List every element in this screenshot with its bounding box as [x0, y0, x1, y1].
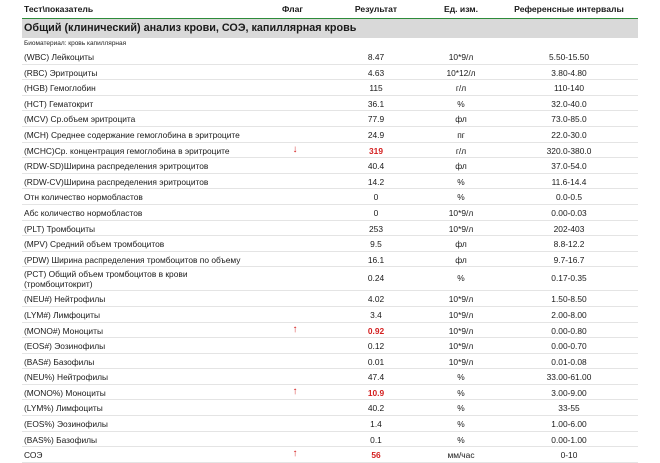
- result-value: 0.01: [367, 356, 385, 367]
- table-row: [22, 447, 638, 463]
- unit: %: [457, 434, 465, 445]
- result-value: 1.4: [370, 419, 382, 430]
- unit: %: [457, 387, 465, 398]
- reference-range: 0.00-0.03: [551, 207, 587, 218]
- test-name: (MONO%) Моноциты: [24, 387, 106, 398]
- test-name: (MCH) Среднее содержание гемоглобина в эритроците: [24, 129, 240, 140]
- test-name: (NEU%) Нейтрофилы: [24, 372, 109, 383]
- table-row: [22, 338, 638, 354]
- test-name: (NEU#) Нейтрофилы: [24, 294, 106, 305]
- table-row: [22, 96, 638, 112]
- reference-range: 33-55: [558, 403, 580, 414]
- result-value: 77.9: [367, 114, 385, 125]
- reference-range: 8.8-12.2: [553, 239, 585, 250]
- flag-down-arrow-icon: ↓: [292, 143, 298, 155]
- test-name: (PLT) Тромбоциты: [24, 223, 96, 234]
- unit: 10*9/л: [448, 356, 474, 367]
- reference-range: 0-10: [560, 450, 578, 461]
- result-value: 24.9: [367, 129, 385, 140]
- test-name: (BAS%) Базофилы: [24, 434, 98, 445]
- reference-range: 110-140: [553, 83, 585, 94]
- result-value: 9.5: [370, 239, 382, 250]
- unit: 10*9/л: [448, 325, 474, 336]
- unit: фл: [455, 254, 467, 265]
- test-name: (MCV) Ср.объем эритроцита: [24, 114, 136, 125]
- test-name: (LYM%) Лимфоциты: [24, 403, 103, 414]
- biomaterial-note: Биоматериал: кровь капиллярная: [24, 40, 127, 47]
- result-value: 47.4: [367, 372, 385, 383]
- result-value: 0: [373, 207, 379, 218]
- table-row: [22, 158, 638, 174]
- unit: %: [457, 419, 465, 430]
- result-value: 14.2: [367, 176, 385, 187]
- reference-range: 0.00-0.70: [551, 341, 587, 352]
- test-name: (EOS%) Эозинофилы: [24, 419, 108, 430]
- reference-range: 2.00-8.00: [551, 309, 587, 320]
- reference-range: 202-403: [553, 223, 585, 234]
- reference-range: 3.80-4.80: [551, 67, 587, 78]
- result-value: 253: [369, 223, 383, 234]
- table-row: [22, 400, 638, 416]
- reference-range: 0.01-0.08: [551, 356, 587, 367]
- result-value: 0.92: [367, 325, 385, 336]
- result-value: 8.47: [367, 52, 385, 62]
- header-test: Тест\показатель: [24, 4, 94, 14]
- unit: г/л: [455, 145, 467, 156]
- test-name: (HGB) Гемоглобин: [24, 83, 96, 94]
- result-value: 4.02: [367, 294, 385, 305]
- table-row: [22, 369, 638, 385]
- test-name: (WBC) Лейкоциты: [24, 52, 95, 62]
- table-row: [22, 291, 638, 307]
- unit: фл: [455, 161, 467, 172]
- test-name: (RDW-SD)Ширина распределения эритроцитов: [24, 161, 209, 172]
- test-name: (HCT) Гематокрит: [24, 98, 94, 109]
- reference-range: 0.0-0.5: [555, 192, 583, 203]
- result-value: 36.1: [367, 98, 385, 109]
- reference-range: 1.00-6.00: [551, 419, 587, 430]
- lab-report: [22, 0, 638, 463]
- table-row: [22, 189, 638, 205]
- table-row: [22, 111, 638, 127]
- test-name: (BAS#) Базофилы: [24, 356, 95, 367]
- test-name: (PCT) Общий объем тромбоцитов в крови (тромбоцитокрит): [24, 269, 188, 290]
- unit: %: [457, 403, 465, 414]
- reference-range: 0.17-0.35: [551, 273, 587, 284]
- reference-range: 73.0-85.0: [551, 114, 587, 125]
- unit: 10*9/л: [448, 223, 474, 234]
- header-result: Результат: [354, 4, 398, 14]
- reference-range: 11.6-14.4: [551, 176, 587, 187]
- table-row: [22, 267, 638, 291]
- unit: 10*9/л: [448, 52, 474, 62]
- table-row: [22, 127, 638, 143]
- reference-range: 320.0-380.0: [546, 145, 592, 156]
- test-name: СОЭ: [24, 450, 43, 461]
- flag-up-arrow-icon: ↑: [292, 323, 298, 335]
- unit: 10*9/л: [448, 294, 474, 305]
- header-flag: Флаг: [282, 4, 303, 14]
- reference-range: 33.00-61.00: [546, 372, 592, 383]
- table-header: [22, 0, 638, 19]
- unit: %: [457, 98, 465, 109]
- header-unit: Ед. изм.: [443, 4, 479, 14]
- flag-up-arrow-icon: ↑: [292, 385, 298, 397]
- table-row: [22, 205, 638, 221]
- header-reference: Референсные интервалы: [514, 4, 624, 14]
- reference-range: 0.00-0.80: [551, 325, 587, 336]
- results-table: [22, 49, 638, 463]
- unit: %: [457, 273, 465, 284]
- table-row: [22, 221, 638, 237]
- reference-range: 3.00-9.00: [551, 387, 587, 398]
- result-value: 3.4: [370, 309, 382, 320]
- unit: 10*9/л: [448, 207, 474, 218]
- result-value: 4.63: [367, 67, 385, 78]
- test-name: (MONO#) Моноциты: [24, 325, 103, 336]
- test-name: (MCHC)Ср. концентрация гемоглобина в эритроците: [24, 145, 230, 156]
- table-row: [22, 354, 638, 370]
- test-name: Абс количество нормобластов: [24, 207, 143, 218]
- test-name: (RDW-CV)Ширина распределения эритроцитов: [24, 176, 209, 187]
- reference-range: 32.0-40.0: [551, 98, 587, 109]
- table-row: [22, 385, 638, 401]
- table-row: [22, 236, 638, 252]
- reference-range: 1.50-8.50: [551, 294, 587, 305]
- result-value: 0: [373, 192, 379, 203]
- table-row: [22, 49, 638, 65]
- table-row: [22, 143, 638, 159]
- table-row: [22, 323, 638, 339]
- section-title: Общий (клинический) анализ крови, СОЭ, капиллярная кровь: [22, 19, 638, 38]
- unit: 10*9/л: [448, 341, 474, 352]
- reference-range: 9.7-16.7: [553, 254, 585, 265]
- result-value: 10.9: [367, 387, 385, 398]
- reference-range: 5.50-15.50: [548, 52, 590, 62]
- test-name: (PDW) Ширина распределения тромбоцитов по объему: [24, 254, 241, 265]
- test-name: (EOS#) Эозинофилы: [24, 341, 106, 352]
- unit: %: [457, 192, 465, 203]
- reference-range: 37.0-54.0: [551, 161, 587, 172]
- table-row: [22, 80, 638, 96]
- table-row: [22, 416, 638, 432]
- unit: %: [457, 176, 465, 187]
- test-name: (MPV) Средний объем тромбоцитов: [24, 239, 165, 250]
- result-value: 56: [371, 450, 381, 461]
- reference-range: 0.00-1.00: [551, 434, 587, 445]
- table-row: [22, 65, 638, 81]
- reference-range: 22.0-30.0: [551, 129, 587, 140]
- table-row: [22, 252, 638, 268]
- unit: пг: [457, 129, 465, 140]
- test-name: (LYM#) Лимфоциты: [24, 309, 100, 320]
- table-row: [22, 174, 638, 190]
- result-value: 115: [369, 83, 383, 94]
- test-name: Отн количество нормобластов: [24, 192, 143, 203]
- table-row: [22, 307, 638, 323]
- unit: 10*9/л: [448, 309, 474, 320]
- unit: 10*12/л: [446, 67, 476, 78]
- unit: %: [457, 372, 465, 383]
- result-value: 319: [369, 145, 383, 156]
- test-name: (RBC) Эритроциты: [24, 67, 98, 78]
- unit: фл: [455, 114, 467, 125]
- result-value: 40.2: [367, 403, 385, 414]
- table-row: [22, 432, 638, 448]
- result-value: 0.24: [367, 273, 385, 284]
- result-value: 16.1: [367, 254, 385, 265]
- result-value: 0.1: [370, 434, 382, 445]
- result-value: 40.4: [367, 161, 385, 172]
- unit: г/л: [455, 83, 467, 94]
- unit: мм/час: [447, 450, 475, 461]
- flag-up-arrow-icon: ↑: [292, 448, 298, 460]
- unit: фл: [455, 239, 467, 250]
- result-value: 0.12: [367, 341, 385, 352]
